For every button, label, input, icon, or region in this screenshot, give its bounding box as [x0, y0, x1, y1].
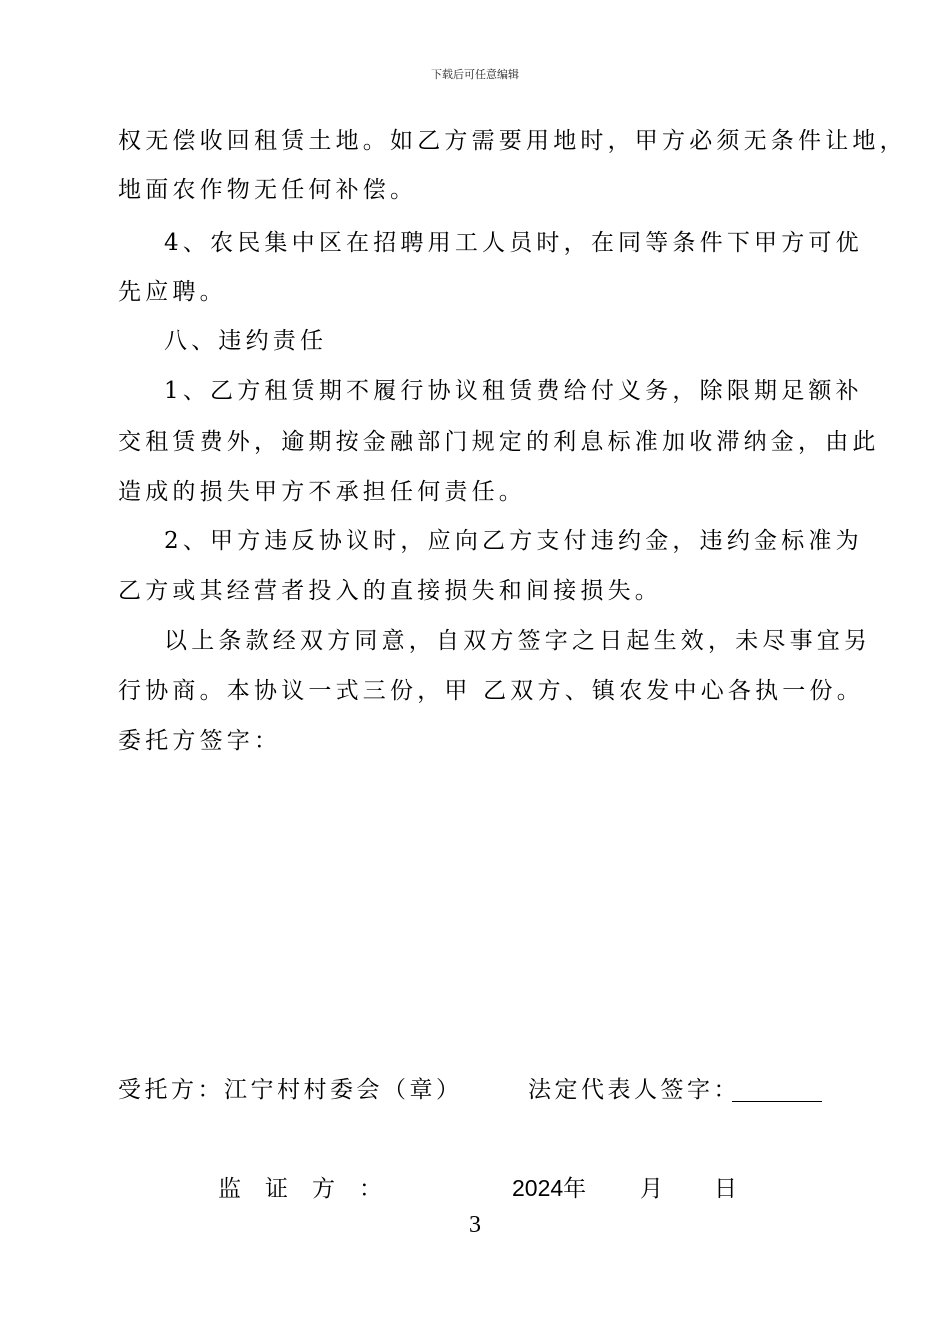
body-line: 交租赁费外，逾期按金融部门规定的利息标准加收滞纳金，由此 [118, 429, 880, 455]
clause-1-line: 1、乙方租赁期不履行协议租赁费给付义务，除限期足额补 [164, 378, 863, 404]
page-number: 3 [469, 1212, 481, 1238]
body-line: 行协商。本协议一式三份，甲 乙双方、镇农发中心各执一份。 [118, 678, 864, 704]
signature-line [732, 1101, 822, 1102]
date-day: 日 [714, 1176, 737, 1202]
body-line: 先应聘。 [118, 279, 227, 305]
closing-paragraph-line: 以上条款经双方同意，自双方签字之日起生效，未尽事宜另 [164, 628, 872, 654]
body-line: 造成的损失甲方不承担任何责任。 [118, 479, 526, 505]
trustee-label: 受托方：江宁村村委会（章） [118, 1077, 463, 1103]
signature-row [118, 1071, 838, 1105]
witness-row [0, 1170, 950, 1204]
principal-signature-label: 委托方签字： [118, 728, 282, 754]
legal-rep-label: 法定代表人签字： [528, 1077, 740, 1103]
date-month: 月 [640, 1176, 663, 1202]
clause-2-line: 2、甲方违反协议时，应向乙方支付违约金，违约金标准为 [164, 528, 863, 554]
date-year: 2024年 [512, 1175, 587, 1201]
body-line: 乙方或其经营者投入的直接损失和间接损失。 [118, 578, 662, 604]
body-line: 权无偿收回租赁土地。如乙方需要用地时，甲方必须无条件让地， [118, 128, 907, 154]
section-heading: 八、违约责任 [164, 328, 328, 354]
clause-4-line: 4、农民集中区在招聘用工人员时，在同等条件下甲方可优 [164, 230, 863, 256]
witness-label: 监证方： [218, 1176, 406, 1202]
body-line: 地面农作物无任何补偿。 [118, 177, 418, 203]
header-note: 下载后可任意编辑 [431, 68, 519, 81]
